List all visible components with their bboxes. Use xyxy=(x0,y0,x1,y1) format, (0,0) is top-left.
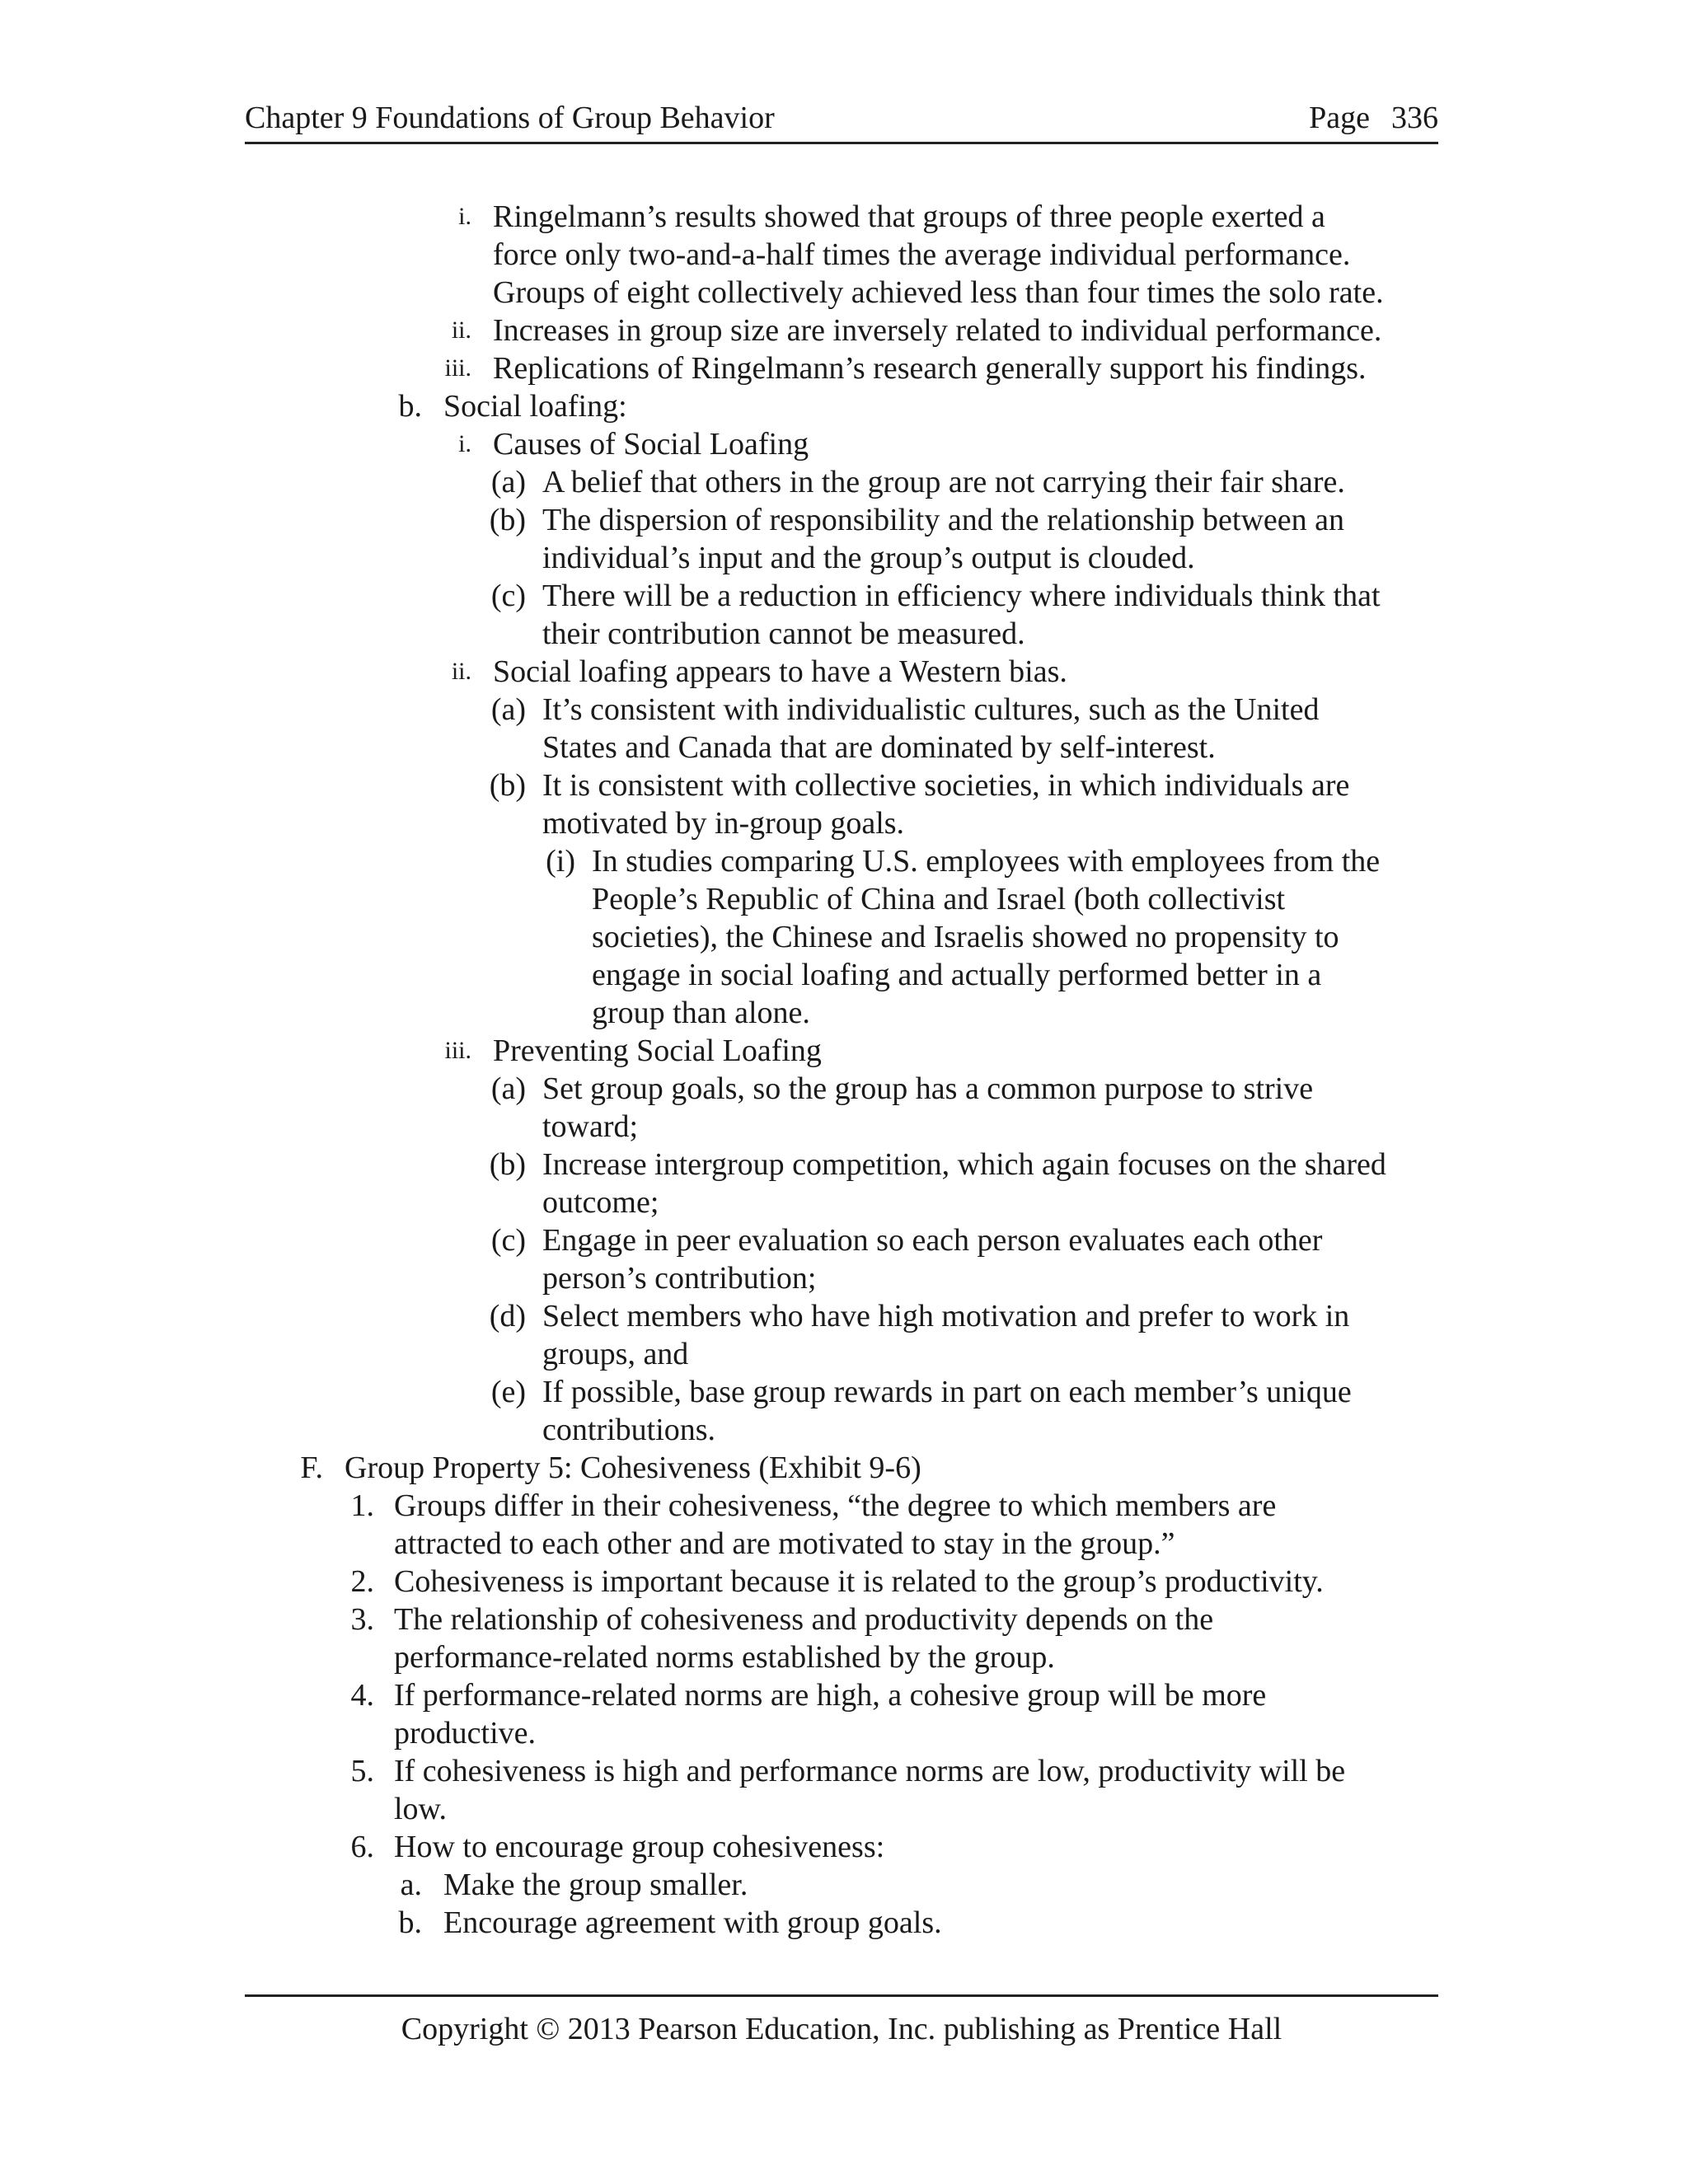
outline-text: engage in social loafing and actually performed better in a xyxy=(592,958,1322,992)
outline-line xyxy=(0,880,1688,918)
outline-text: It’s consistent with individualistic cultures, such as the United xyxy=(542,692,1320,727)
outline-marker: a. xyxy=(400,1868,422,1902)
outline-text: Preventing Social Loafing xyxy=(493,1033,822,1068)
outline-text: productive. xyxy=(394,1716,537,1750)
outline-text: their contribution cannot be measured. xyxy=(542,616,1025,651)
outline-text: Cohesiveness is important because it is related to the group’s productivity. xyxy=(394,1564,1324,1599)
outline-marker: 6. xyxy=(350,1830,374,1864)
outline-line xyxy=(0,1221,1688,1259)
outline-text: contributions. xyxy=(542,1413,716,1447)
outline-marker: (i) xyxy=(546,844,575,879)
outline-text: Social loafing appears to have a Western bias. xyxy=(493,654,1067,689)
outline-line xyxy=(0,1866,1688,1904)
outline-marker: 2. xyxy=(350,1564,374,1599)
outline-text: Groups differ in their cohesiveness, “the degree to which members are xyxy=(394,1488,1277,1523)
outline-line xyxy=(0,1146,1688,1183)
outline-line xyxy=(0,804,1688,842)
outline-line xyxy=(0,1638,1688,1676)
page-number: 336 xyxy=(1391,101,1438,135)
outline-line xyxy=(0,577,1688,615)
outline-marker: iii. xyxy=(444,1037,471,1064)
outline-text: Social loafing: xyxy=(443,389,627,424)
outline-marker: (b) xyxy=(489,503,526,537)
outline-marker: (a) xyxy=(490,692,526,727)
outline-text: low. xyxy=(394,1792,448,1826)
outline-text: societies), the Chinese and Israelis showed no propensity to xyxy=(592,920,1339,954)
outline-line xyxy=(0,1676,1688,1714)
outline-marker: (a) xyxy=(490,465,526,499)
outline-line xyxy=(0,1449,1688,1487)
outline-line xyxy=(0,1487,1688,1525)
outline-text: If performance-related norms are high, a cohesive group will be more xyxy=(394,1678,1267,1713)
outline-text: People’s Republic of China and Israel (both collectivist xyxy=(592,882,1286,916)
outline-line xyxy=(0,1108,1688,1146)
outline-line xyxy=(0,501,1688,539)
outline-text: Engage in peer evaluation so each person evaluates each other xyxy=(542,1223,1323,1258)
outline-marker: b. xyxy=(398,1905,422,1940)
outline-line xyxy=(0,994,1688,1032)
outline-line xyxy=(0,1335,1688,1373)
outline-line xyxy=(0,1297,1688,1335)
outline-line xyxy=(0,653,1688,691)
outline-line xyxy=(0,349,1688,387)
outline-text: Ringelmann’s results showed that groups of three people exerted a xyxy=(493,199,1325,234)
outline-text: The relationship of cohesiveness and productivity depends on the xyxy=(394,1602,1214,1637)
outline-line xyxy=(0,1752,1688,1790)
outline-marker: i. xyxy=(458,430,471,457)
outline-line xyxy=(0,312,1688,349)
outline-line xyxy=(0,387,1688,425)
outline-line xyxy=(0,1070,1688,1108)
outline-line xyxy=(0,539,1688,577)
page-indicator xyxy=(1309,97,1438,138)
outline-text: How to encourage group cohesiveness: xyxy=(394,1830,885,1864)
outline-line xyxy=(0,766,1688,804)
page-header xyxy=(245,97,1438,144)
outline-marker: (c) xyxy=(490,1223,526,1258)
outline-text: outcome; xyxy=(542,1185,659,1220)
outline-text: Group Property 5: Cohesiveness (Exhibit 9-6) xyxy=(345,1451,921,1485)
outline-line xyxy=(0,1525,1688,1563)
outline-text: A belief that others in the group are not carrying their fair share. xyxy=(542,465,1345,499)
outline-text: motivated by in-group goals. xyxy=(542,806,905,841)
outline-marker: 4. xyxy=(350,1678,374,1713)
outline-line xyxy=(0,425,1688,463)
page-label: Page xyxy=(1309,101,1370,135)
outline-text: In studies comparing U.S. employees with employees from the xyxy=(592,844,1381,879)
outline-line xyxy=(0,1373,1688,1411)
outline-text: Replications of Ringelmann’s research generally support his findings. xyxy=(493,351,1367,386)
outline-marker: b. xyxy=(398,389,422,424)
outline-text: Causes of Social Loafing xyxy=(493,427,809,462)
outline-marker: (b) xyxy=(489,768,526,803)
outline-marker: (d) xyxy=(489,1299,526,1333)
page-footer xyxy=(245,1994,1438,2050)
outline-line xyxy=(0,918,1688,956)
outline-marker: ii. xyxy=(451,316,471,344)
copyright-notice: Copyright © 2013 Pearson Education, Inc. publishing as Prentice Hall xyxy=(401,2012,1282,2046)
outline-text: individual’s input and the group’s output is clouded. xyxy=(542,541,1195,575)
chapter-title: Chapter 9 Foundations of Group Behavior xyxy=(245,101,775,135)
outline-marker: 5. xyxy=(350,1754,374,1788)
outline-text: Set group goals, so the group has a common purpose to strive xyxy=(542,1071,1314,1106)
outline-marker: 3. xyxy=(350,1602,374,1637)
outline-marker: 1. xyxy=(350,1488,374,1523)
outline-text: groups, and xyxy=(542,1337,689,1371)
outline-line xyxy=(0,615,1688,653)
outline-line xyxy=(0,691,1688,729)
outline-text: If possible, base group rewards in part on each member’s unique xyxy=(542,1375,1352,1409)
outline-text: States and Canada that are dominated by self-interest. xyxy=(542,730,1216,765)
outline-line xyxy=(0,1563,1688,1601)
outline-line xyxy=(0,1828,1688,1866)
outline-marker: (c) xyxy=(490,579,526,613)
outline-text: attracted to each other and are motivated to stay in the group.” xyxy=(394,1526,1175,1561)
outline-text: Increase intergroup competition, which again focuses on the shared xyxy=(542,1147,1386,1182)
outline-text: Increases in group size are inversely related to individual performance. xyxy=(493,313,1382,348)
outline-text: performance-related norms established by the group. xyxy=(394,1640,1055,1675)
outline-line xyxy=(0,1032,1688,1070)
outline-marker: (a) xyxy=(490,1071,526,1106)
outline-text: Groups of eight collectively achieved less than four times the solo rate. xyxy=(493,275,1384,310)
outline-marker: ii. xyxy=(451,658,471,685)
outline-line xyxy=(0,729,1688,766)
outline-marker: F. xyxy=(300,1451,323,1485)
outline-text: person’s contribution; xyxy=(542,1261,817,1296)
outline-line xyxy=(0,1601,1688,1638)
outline-line xyxy=(0,274,1688,312)
outline-line xyxy=(0,1259,1688,1297)
outline-line xyxy=(0,236,1688,274)
outline-text: The dispersion of responsibility and the relationship between an xyxy=(542,503,1344,537)
outline-text: There will be a reduction in efficiency where individuals think that xyxy=(542,579,1381,613)
outline-marker: i. xyxy=(458,203,471,230)
outline-line xyxy=(0,1790,1688,1828)
outline-text: Select members who have high motivation and prefer to work in xyxy=(542,1299,1350,1333)
outline-line xyxy=(0,1714,1688,1752)
outline-line xyxy=(0,198,1688,236)
outline-text: Make the group smaller. xyxy=(443,1868,748,1902)
outline-text: It is consistent with collective societies, in which individuals are xyxy=(542,768,1350,803)
outline-text: If cohesiveness is high and performance norms are low, productivity will be xyxy=(394,1754,1346,1788)
outline-line xyxy=(0,842,1688,880)
outline-text: force only two-and-a-half times the average individual performance. xyxy=(493,237,1351,272)
outline-line xyxy=(0,1904,1688,1942)
outline-text: toward; xyxy=(542,1109,639,1144)
outline-line xyxy=(0,956,1688,994)
outline-marker: iii. xyxy=(444,354,471,382)
outline-marker: (e) xyxy=(490,1375,526,1409)
outline-text: group than alone. xyxy=(592,996,810,1030)
outline-line xyxy=(0,1183,1688,1221)
outline-line xyxy=(0,463,1688,501)
outline-text: Encourage agreement with group goals. xyxy=(443,1905,942,1940)
outline-marker: (b) xyxy=(489,1147,526,1182)
outline-line xyxy=(0,1411,1688,1449)
